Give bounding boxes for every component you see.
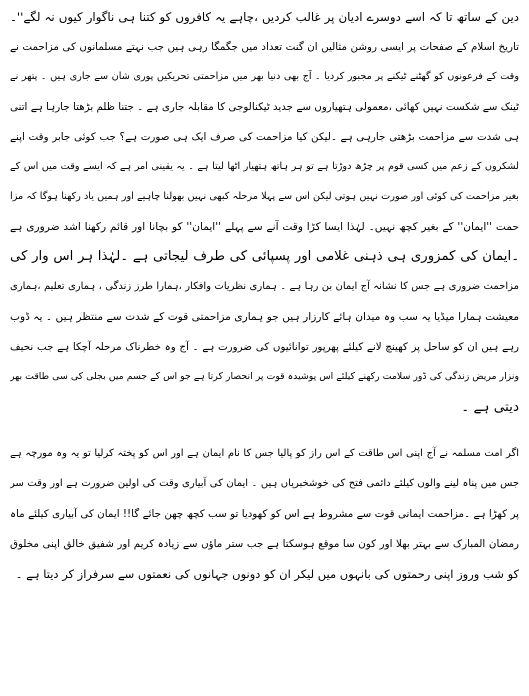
paragraph-spacer	[10, 422, 519, 439]
text-line: اگر امت مسلمہ نے آج اپنی اس طاقت کے اس راز کو پالیا جس کا نام ایمان ہے اور اس کو پختہ کرلیا تو یہ وہ مورچہ ہے	[10, 448, 519, 459]
text-line: رہے ہیں ان کو ساحل پر کھینچ لانے کیلئے پھرپور توانائیوں کی ضرورت ہے ۔ آج وہ خطرناک مرحلہ آچکا ہے جب نحیف	[10, 341, 519, 353]
text-line: پر کھڑا ہے ۔مزاحمت ایمانی قوت سے مشروط ہے اس کو کھودیا تو سب کچھ چھن جائے گا!! ایمان کی آبیاری کیلئے ماہ	[10, 508, 519, 520]
paragraph-2	[10, 439, 519, 589]
text-line: جس میں پناہ لینے والوں کیلئے دائمی فتح کی خوشخبریاں ہیں ۔ ایمان کی آبیاری وقت کی اولین ضرورت ہے اور وقت سر	[10, 478, 519, 489]
text-line: لشکروں کے زعم میں کسی قوم پر چڑھ دوڑتا ہے تو ہر ہاتھ ہتھیار اٹھا لیتا ہے ۔ یہ یقینی امر ہے کہ ایسے وقت میں اس کے	[10, 161, 519, 172]
text-line: ونزار مریض زندگی کی ڈور سلامت رکھنے کیلئے اس پوشیدہ قوت پر انحصار کرتا ہے جو اس کے جسم میں بجلی کی سی طاقت بھر	[10, 371, 519, 382]
text-line: بغیر مزاحمت کی کوئی اور صورت نہیں ہوتی لیکن اس سے پہلا مرحلہ کبھی نہیں بھولنا چاہیے اور ہمیں یاد رکھنا ہوگا کہ مزا	[10, 191, 519, 202]
text-line: معیشت ہمارا میڈیا یہ سب وہ میدان ہائے کارزار ہیں جو ہماری مزاحمتی قوت کے شدت سے منتظر ہیں ۔ یہ ڈوب	[10, 311, 519, 323]
text-line: ہی شدت سے مزاحمت بڑھتی جارہی ہے ۔لیکن کیا مزاحمت کی صرف ایک ہی صورت ہے؟ جب کوئی جابر وقت اپنے	[10, 131, 519, 143]
text-line: ٹینک سے شکست نہیں کھائی ،معمولی ہتھیاروں سے جدید ٹیکنالوجی کا مقابلہ جاری ہے ۔ جتنا ظلم بڑھتا جارہا ہے اتنی	[10, 101, 519, 113]
text-line: حمت ''ایمان'' کے بغیر کچھ نہیں۔ لہٰذا ایسا کڑا وقت آنے سے پہلے ''ایمان'' کو بچانا اور قائم رکھنا اشد ضروری ہے	[10, 221, 519, 233]
text-line: دیتی ہے ۔	[461, 399, 519, 415]
paragraph-1	[10, 2, 519, 422]
text-line: تاریخ اسلام کے صفحات پر ایسی روشن مثالیں ان گنت تعداد میں جگمگا رہی ہیں جب نہتے مسلمانوں کی مزاحمت نے	[10, 41, 519, 53]
text-line: رمضان المبارک سے بہتر بھلا اور کون سا موقع ہوسکتا ہے جب ستر ماؤں سے زیادہ کریم اور شفیق خالق اپنی مخلوق	[10, 538, 519, 550]
text-line: کو شب وروز اپنی رحمتوں کی بانہوں میں لیکر ان کو دونوں جہانوں کی نعمتوں سے سرفراز کر دیتا ہے ۔	[15, 567, 519, 581]
text-line: ۔ایمان کی کمزوری ہی ذہنی غلامی اور پسپائی کی طرف لیجاتی ہے ۔لہٰذا ہر اس وار کی	[10, 249, 519, 264]
text-line: دین کے ساتھ تا کہ اسے دوسرے ادیان پر غالب کردیں ،چاہے یہ کافروں کو کتنا ہی ناگوار کیوں نہ لگے''۔	[10, 10, 519, 24]
text-line: مزاحمت ضروری ہے جس کا نشانہ آج ایمان بن رہا ہے ۔ ہماری نظریات وافکار ،ہمارا طرز زندگی ، ہماری تعلیم ،ہماری	[10, 281, 519, 292]
text-line: وقت کے فرعونوں کو گھٹنے ٹیکنے پر مجبور کردیا ۔ آج بھی دنیا بھر میں مزاحمتی تحریکیں پوری شان سے جاری ہیں ۔ پتھر نے	[10, 71, 519, 82]
